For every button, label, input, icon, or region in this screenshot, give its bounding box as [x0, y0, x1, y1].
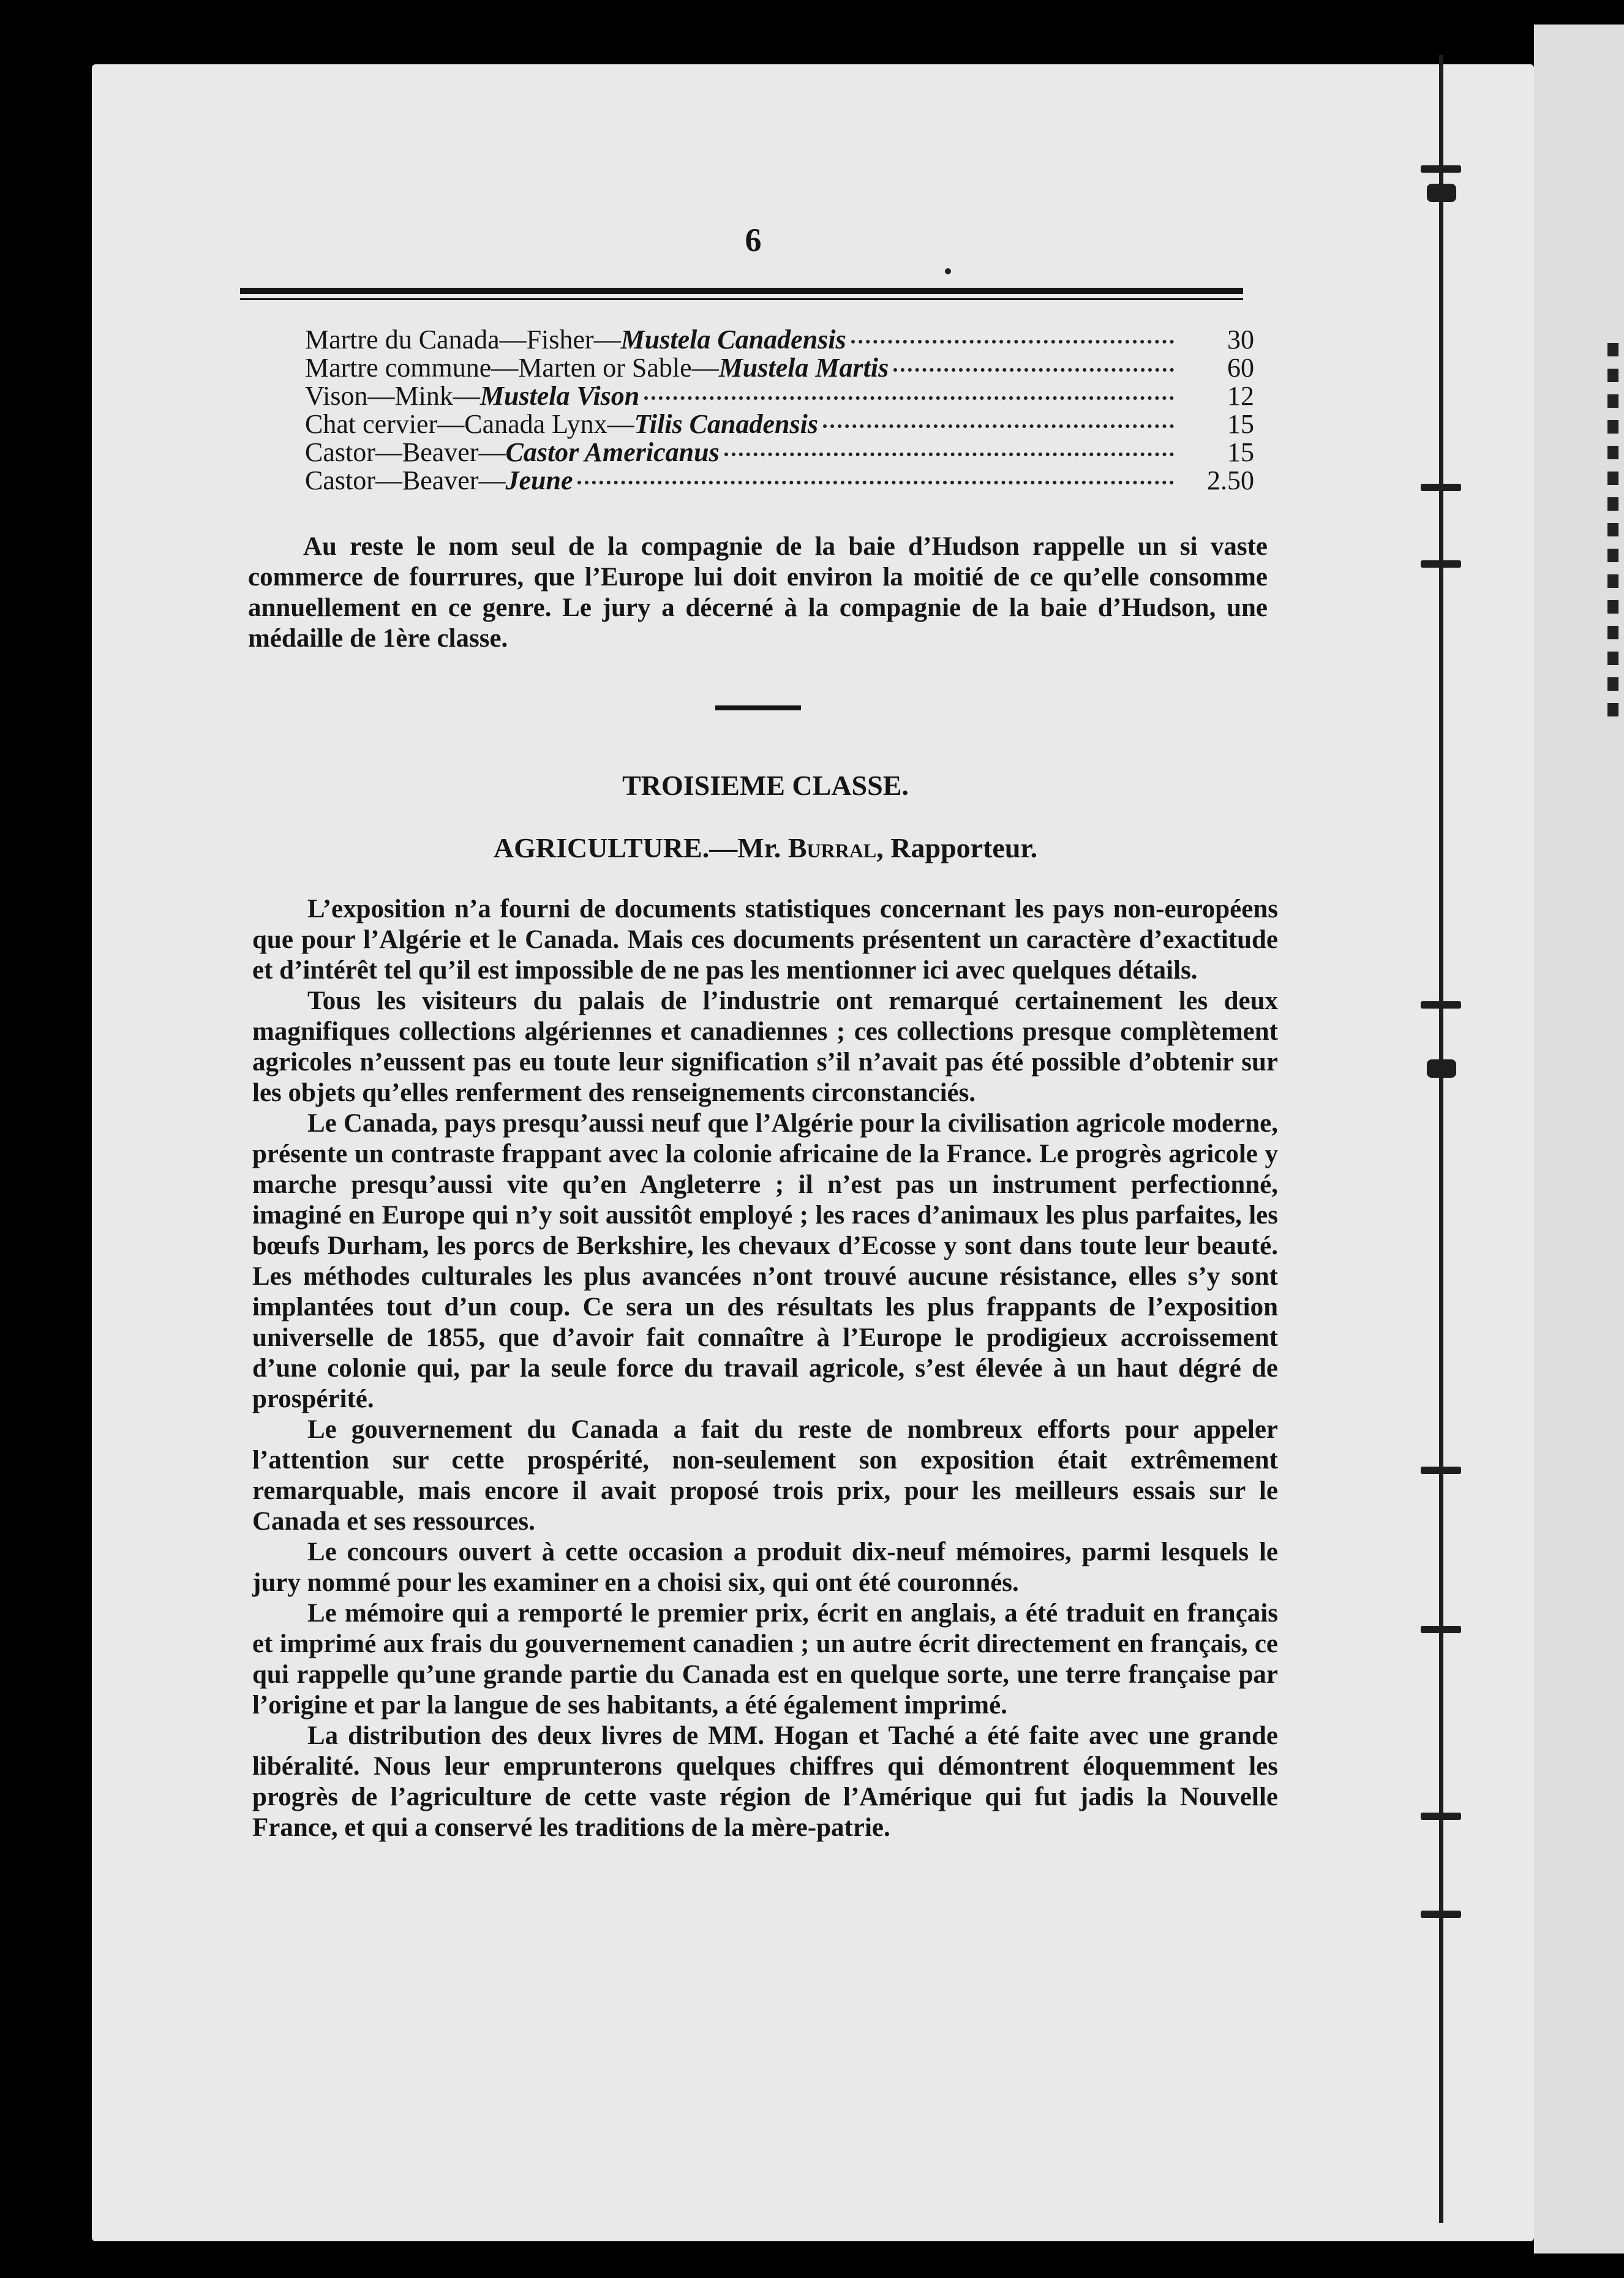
report-body [252, 894, 1278, 1843]
dot-leader [823, 424, 1174, 428]
fur-common-name: Martre commune—Marten or Sable— [305, 353, 719, 383]
dot-leader [577, 481, 1174, 484]
ink-dot [945, 268, 951, 274]
fur-latin-name: Mustela Vison [479, 381, 640, 411]
fur-common-name: Castor—Beaver— [305, 465, 506, 495]
section-separator [715, 705, 801, 710]
list-item [305, 467, 1254, 495]
binding-knot [1427, 1059, 1456, 1078]
fur-price: 2.50 [1207, 465, 1254, 495]
binding-stitch [1421, 1467, 1461, 1474]
fur-common-name: Castor—Beaver— [305, 437, 506, 467]
body-paragraph: La distribution des deux livres de MM. Hogan et Taché a été faite avec une grande libéralité. Nous leur emprunterons quelques chiffres qui démontrent éloquemment les progrès de l’agriculture de cette vaste région de l’Amérique qui fut jadis la Nouvelle France, et qui a conservé les traditions de la mère-patrie. [252, 1721, 1278, 1842]
binding-stitch [1421, 1813, 1461, 1820]
subtitle-prefix: AGRICULTURE.—Mr. [493, 832, 788, 863]
fur-latin-name: Mustela Martis [718, 353, 889, 383]
fur-common-name: Chat cervier—Canada Lynx— [305, 409, 634, 439]
binding-knot [1427, 184, 1456, 202]
list-item [305, 382, 1254, 410]
intro-paragraph: Au reste le nom seul de la compagnie de la baie d’Hudson rappelle un si vaste commerce de fourrures, que l’Europe lui doit environ la moitié de ce qu’elle consomme annuellement en ce genre. Le jury a décerné à la compagnie de la baie d’Hudson, une médaille de 1ère classe. [248, 532, 1268, 653]
body-paragraph: Le concours ouvert à cette occasion a produit dix-neuf mémoires, parmi lesquels le jury nommé pour les examiner en a choisi six, qui ont été couronnés. [252, 1538, 1278, 1597]
fur-price-list [305, 326, 1254, 495]
binding-stitch [1421, 165, 1461, 173]
section-title: TROISIEME CLASSE. [622, 770, 909, 801]
dot-leader [893, 368, 1174, 372]
binding-stitch [1421, 1911, 1461, 1918]
body-paragraph: Tous les visiteurs du palais de l’industrie ont remarqué certainement les deux magnifiques collections algériennes et canadiennes ; ces collections presque complètement agricoles n’eussent pas eu toute leur signification s’il n’avait pas été possible d’obtenir sur les objets qu’elles renferment des renseignements circonstanciés. [252, 987, 1278, 1107]
dot-leader [851, 340, 1174, 344]
body-paragraph: Le gouvernement du Canada a fait du reste de nombreux efforts pour appeler l’attention sur cette prospérité, non-seulement son exposition était extrêmement remarquable, mais encore il avait proposé trois prix, pour les meilleurs essais sur le Canada et ses ressources. [252, 1415, 1278, 1536]
list-item [305, 326, 1254, 354]
page-number: 6 [745, 222, 762, 258]
fur-latin-name: Jeune [505, 465, 573, 495]
list-item [305, 438, 1254, 467]
dot-leader [724, 453, 1174, 456]
binding-stitch [1421, 560, 1461, 568]
body-paragraph: Le mémoire qui a remporté le premier prix, écrit en anglais, a été traduit en français et imprimé aux frais du gouvernement canadien ; un autre écrit directement en français, ce qui rappelle qu’une grande partie du Canada est en quelque sorte, une terre française par l’origine et par la langue de ses habitants, a été également imprimé. [252, 1599, 1278, 1720]
rapporteur-name: Burral [788, 832, 877, 863]
fur-price: 30 [1227, 325, 1254, 355]
fur-latin-name: Castor Americanus [505, 437, 720, 467]
binding-stitch [1421, 1001, 1461, 1009]
subtitle-suffix: , Rapporteur. [876, 832, 1038, 863]
fur-latin-name: Mustela Canadensis [620, 325, 846, 355]
body-paragraph: Le Canada, pays presqu’aussi neuf que l’Algérie pour la civilisation agricole moderne, présente un contraste frappant avec la colonie africaine de la France. Le progrès agricole y marche presqu’aussi vite qu’en Angleterre ; il n’est pas un instrument perfectionné, imaginé en Europe qui n’y soit aussitôt employé ; les races d’animaux les plus parfaites, les bœufs Durham, les porcs de Berkshire, les chevaux d’Ecosse y sont dans toute leur beauté. Les méthodes culturales les plus avancées n’ont trouvé aucune résistance, elles s’y sont implantées tout d’un coup. Ce sera un des résultats les plus frappants de l’exposition universelle de 1855, que d’avoir fait connaître à l’Europe le prodigieux accroissement d’une colonie qui, par la seule force du travail agricole, s’est élevée à un haut dégré de prospérité. [252, 1109, 1278, 1413]
fur-common-name: Martre du Canada—Fisher— [305, 325, 621, 355]
section-subtitle [306, 831, 1225, 865]
binding-stitch [1421, 1626, 1461, 1633]
fur-price: 60 [1227, 353, 1254, 383]
list-item [305, 354, 1254, 382]
fur-price: 15 [1227, 409, 1254, 439]
list-item [305, 410, 1254, 438]
fur-common-name: Vison—Mink— [305, 381, 480, 411]
fur-price: 12 [1227, 381, 1254, 411]
header-rule [240, 288, 1243, 294]
fur-latin-name: Tilis Canadensis [634, 409, 818, 439]
body-paragraph: L’exposition n’a fourni de documents statistiques concernant les pays non-européens que pour l’Algérie et le Canada. Mais ces documents présentent un caractère d’exactitude et d’intérêt tel qu’il est impossible de ne pas les mentionner ici avec quelques détails. [252, 895, 1278, 985]
fur-price: 15 [1227, 437, 1254, 467]
header-rule-thin [240, 298, 1243, 300]
adjacent-page-text-fragment [1607, 343, 1618, 723]
dot-leader [644, 396, 1174, 400]
binding-thread [1439, 55, 1443, 2223]
binding-stitch [1421, 484, 1461, 491]
